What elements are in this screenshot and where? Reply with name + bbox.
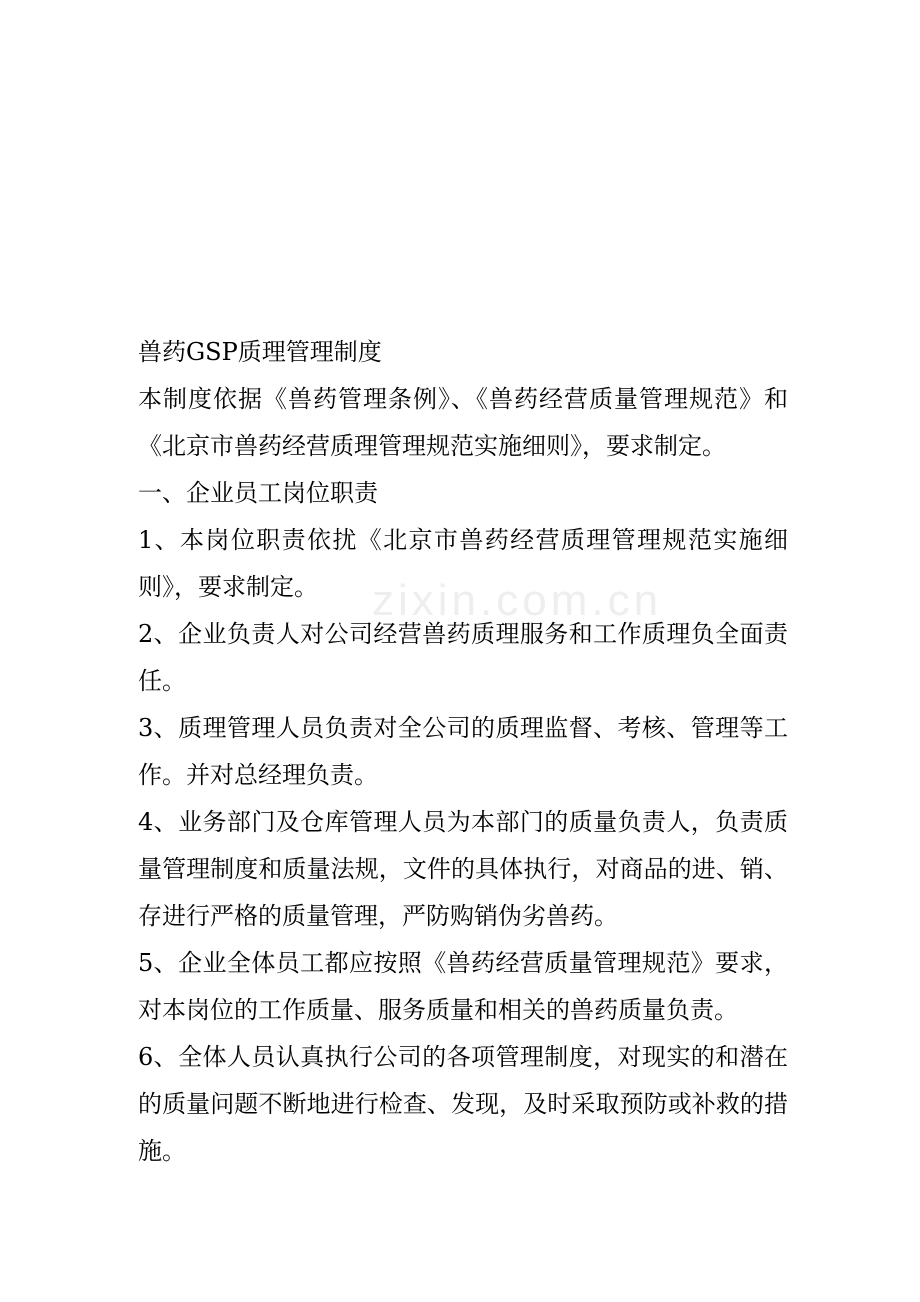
intro-paragraph: 本制度依据《兽药管理条例》、《兽药经营质量管理规范》和《北京市兽药经营质理管理规范实施细则》，要求制定。 bbox=[138, 385, 788, 460]
list-item: 3、质理管理人员负责对全公司的质理监督、考核、管理等工作。并对总经理负责。 bbox=[138, 714, 788, 789]
list-item: 5、企业全体员工都应按照《兽药经营质量管理规范》要求，对本岗位的工作质量、服务质量和相关的兽药质量负责。 bbox=[138, 949, 788, 1024]
document-title: 兽药GSP质理管理制度 bbox=[138, 338, 382, 366]
document-body bbox=[138, 329, 788, 1175]
list-item: 2、企业负责人对公司经营兽药质理服务和工作质理负全面责任。 bbox=[138, 620, 788, 695]
watermark: zixin.com.cn bbox=[372, 576, 663, 625]
list-item: 6、全体人员认真执行公司的各项管理制度，对现实的和潜在的质量问题不断地进行检查、发现，及时采取预防或补救的措施。 bbox=[138, 1043, 788, 1165]
section-heading: 一、企业员工岗位职责 bbox=[138, 479, 378, 507]
list-item: 4、业务部门及仓库管理人员为本部门的质量负责人，负责质量管理制度和质量法规，文件的具体执行，对商品的进、销、存进行严格的质量管理，严防购销伪劣兽药。 bbox=[138, 808, 788, 930]
list-item: 1、本岗位职责依扰《北京市兽药经营质理管理规范实施细则》，要求制定。 bbox=[138, 526, 788, 601]
